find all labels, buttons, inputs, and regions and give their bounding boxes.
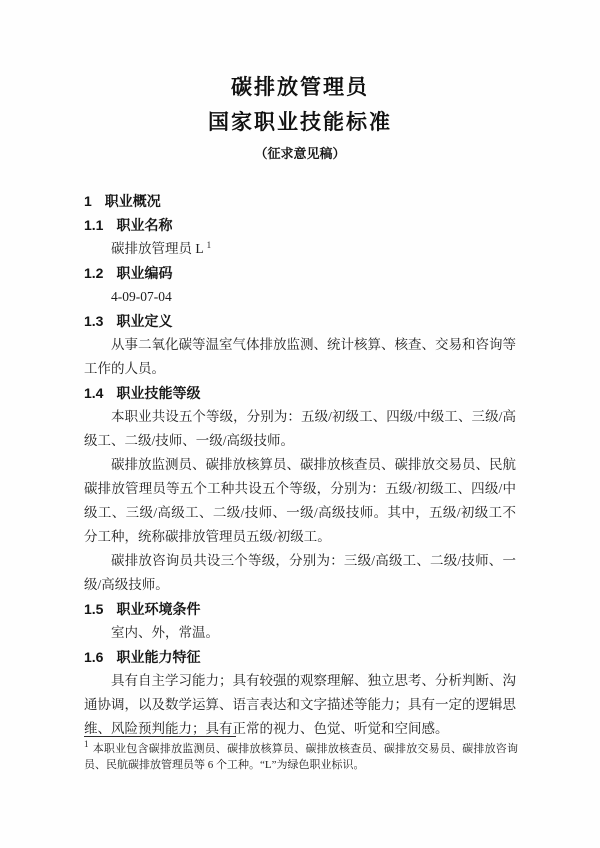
occupation-name-line: [84, 237, 516, 261]
levels-paragraph-1: 本职业共设五个等级，分别为：五级/初级工、四级/中级工、三级/高级工、二级/技师、一级/高级技师。: [84, 409, 516, 448]
footnote-divider: [84, 736, 236, 737]
doc-title-line1: 碳排放管理员: [231, 76, 369, 99]
heading-1-6-label: 职业能力特征: [116, 649, 201, 665]
heading-1-1: [84, 213, 516, 237]
title-block: [84, 70, 516, 165]
footnote-block: [84, 736, 518, 773]
levels-paragraph-3: 碳排放咨询员共设三个等级，分别为：三级/高级工、二级/技师、一级/高级技师。: [84, 553, 516, 592]
levels-paragraph-2: 碳排放监测员、碳排放核算员、碳排放核查员、碳排放交易员、民航碳排放管理员等五个工种共设五个等级，分别为：五级/初级工、四级/中级工、三级/高级工、二级/技师、一级/高级技师。其中，五级/初级工不分工种，统称碳排放管理员五级/初级工。: [84, 457, 516, 544]
heading-1-5-label: 职业环境条件: [116, 601, 201, 617]
heading-1-6-number: 1.6: [84, 649, 104, 665]
document-body: [84, 189, 516, 741]
heading-1-label: 职业概况: [104, 193, 161, 209]
heading-1-2: [84, 261, 516, 285]
heading-1-5: [84, 597, 516, 621]
footnote-text: [84, 739, 518, 773]
heading-1-4: [84, 381, 516, 405]
draft-note: （征求意见稿）: [254, 146, 346, 161]
heading-1-2-label: 职业编码: [116, 265, 173, 281]
environment-paragraph: 室内、外，常温。: [111, 625, 219, 640]
heading-1-4-number: 1.4: [84, 385, 104, 401]
occupation-code-line: 4-09-07-04: [111, 289, 172, 304]
heading-1-1-number: 1.1: [84, 217, 104, 233]
ability-paragraph: 具有自主学习能力；具有较强的观察理解、独立思考、分析判断、沟通协调，以及数学运算、语言表达和文字描述等能力；具有一定的逻辑思维、风险预判能力；具有正常的视力、色觉、听觉和空间感。: [84, 673, 516, 736]
definition-paragraph: 从事二氧化碳等温室气体排放监测、统计核算、核查、交易和咨询等工作的人员。: [84, 337, 516, 376]
heading-1-3-label: 职业定义: [116, 313, 173, 329]
footnote-content: 本职业包含碳排放监测员、碳排放核算员、碳排放核查员、碳排放交易员、碳排放咨询员、民航碳排放管理员等 6 个工种。“L”为绿色职业标识。: [84, 743, 518, 771]
heading-1: [84, 189, 516, 213]
footnote-reference-superscript: 1: [206, 239, 212, 250]
occupation-name: 碳排放管理员 L: [111, 241, 204, 256]
heading-1-4-label: 职业技能等级: [116, 385, 201, 401]
heading-1-number: 1: [84, 193, 92, 209]
heading-1-2-number: 1.2: [84, 265, 104, 281]
heading-1-5-number: 1.5: [84, 601, 104, 617]
footnote-marker-superscript: 1: [84, 739, 89, 750]
heading-1-1-label: 职业名称: [116, 217, 173, 233]
doc-title-line2: 国家职业技能标准: [208, 111, 392, 134]
heading-1-3-number: 1.3: [84, 313, 104, 329]
heading-1-3: [84, 309, 516, 333]
heading-1-6: [84, 645, 516, 669]
